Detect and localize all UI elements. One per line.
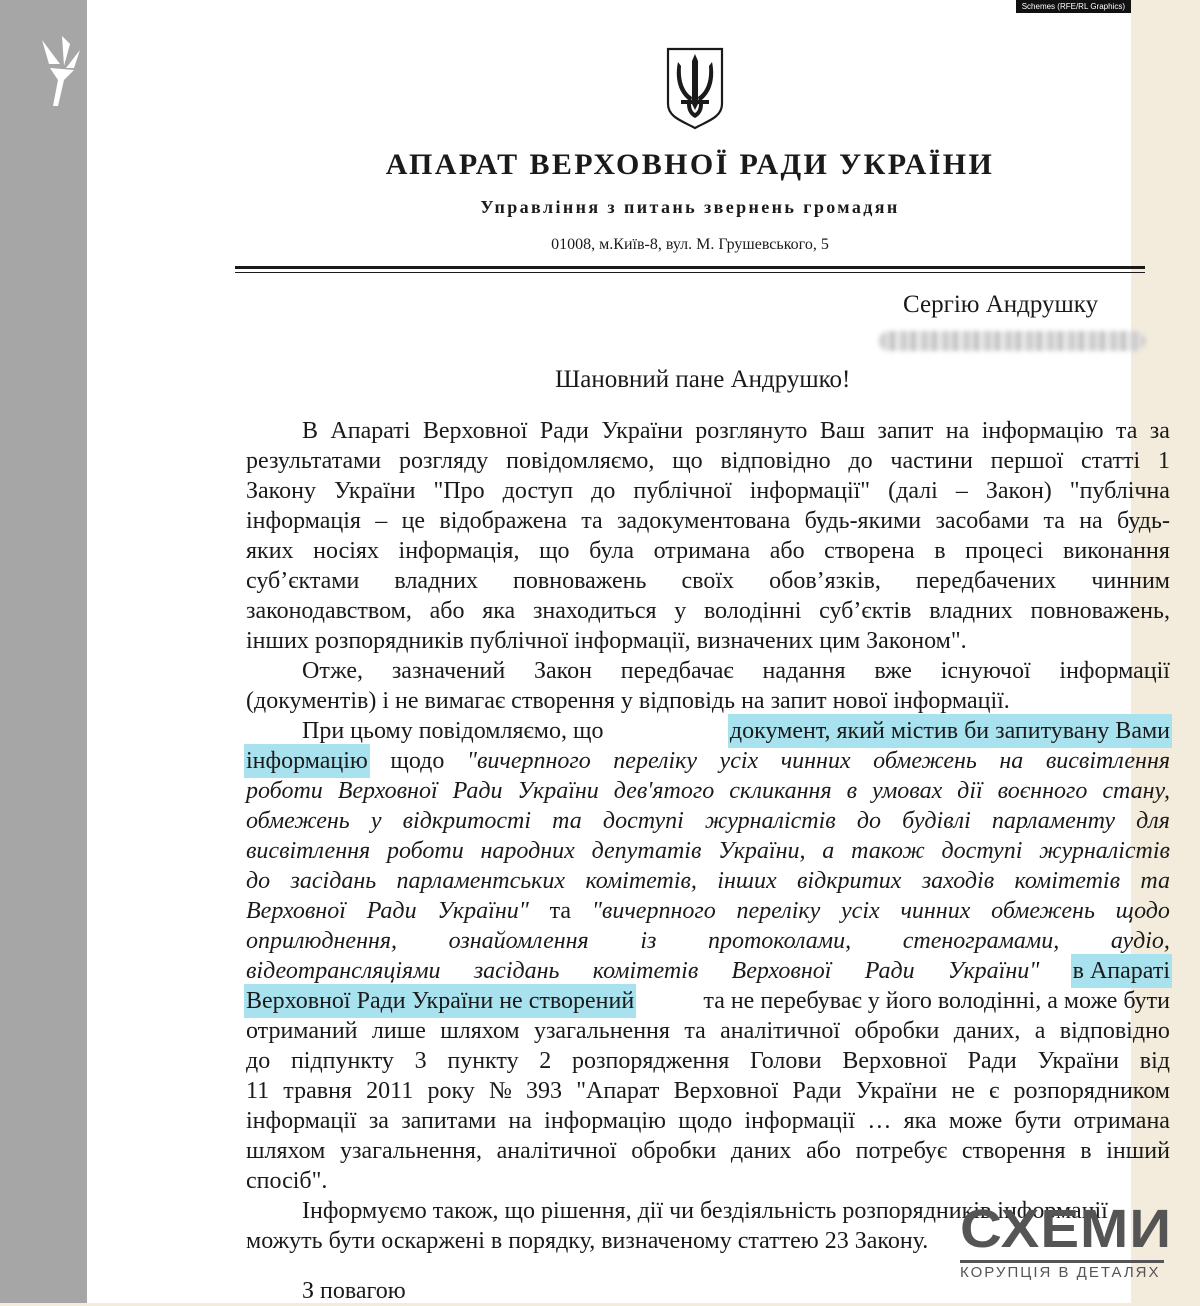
text-segment: роботи — [386, 838, 464, 864]
text-segment: за — [368, 1108, 389, 1134]
text-segment: в — [1080, 1138, 1092, 1164]
highlighted-text: документ, який містив би запитувану Вами — [729, 718, 1170, 744]
text-segment: розглянуто — [695, 418, 808, 444]
text-segment: суб’єктами — [246, 568, 360, 594]
text-line — [246, 476, 1170, 506]
organization-name: АПАРАТ ВЕРХОВНОЇ РАДИ УКРАЇНИ — [385, 148, 995, 181]
letter-paragraph — [246, 716, 1170, 1196]
text-segment: журналістів — [704, 808, 836, 834]
text-line — [246, 956, 1170, 986]
letter-paragraph — [246, 416, 1170, 656]
text-segment: процесі — [965, 538, 1044, 564]
text-segment: також — [851, 838, 925, 864]
text-segment: – — [955, 478, 968, 504]
text-segment: узагальнення, — [339, 1138, 482, 1164]
text-segment: ознайомлення — [448, 928, 589, 954]
text-segment: із — [640, 928, 657, 954]
text-segment: передбачає — [620, 658, 734, 684]
text-segment: спосіб". — [246, 1168, 328, 1194]
text-segment: узагальнення — [533, 1018, 670, 1044]
text-line — [246, 1046, 1170, 1076]
text-segment: висвітлення — [1045, 748, 1170, 774]
text-segment: Ради — [452, 778, 503, 804]
text-segment: результатами — [246, 448, 382, 474]
text-segment: яка — [903, 1108, 937, 1134]
text-segment: депутатів — [591, 838, 702, 864]
text-segment: аналітичної — [496, 1138, 617, 1164]
text-segment: Голови — [749, 1048, 822, 1074]
text-segment: засобами — [935, 508, 1030, 534]
text-segment: доступі — [941, 838, 1023, 864]
text-segment: заходів — [921, 868, 995, 894]
text-segment: або — [769, 538, 805, 564]
text-segment: у — [370, 808, 382, 834]
text-segment: можуть бути оскаржені в порядку, визначеному статтею 23 Закону. — [246, 1228, 929, 1254]
text-line — [246, 926, 1170, 956]
text-segment: усіх — [719, 748, 759, 774]
recipient-email-redacted — [879, 331, 1145, 351]
text-segment: обмежень — [246, 808, 350, 834]
text-segment: запитами — [401, 1108, 497, 1134]
text-segment: отримана — [653, 538, 751, 564]
text-segment: інформацію — [544, 1108, 666, 1134]
text-segment: відображена — [439, 508, 567, 534]
text-segment: а — [822, 838, 835, 864]
letterhead-rule — [235, 266, 1145, 269]
text-segment: частини — [890, 448, 973, 474]
text-segment: обмежень — [873, 748, 977, 774]
image-credit: Schemes (RFE/RL Graphics) — [1016, 0, 1131, 13]
text-segment: України — [855, 1078, 938, 1104]
text-segment: у — [674, 598, 687, 624]
text-segment: вже — [874, 658, 912, 684]
text-segment: даних — [730, 1138, 792, 1164]
text-segment: Верховної — [673, 1078, 779, 1104]
text-segment: створена — [824, 538, 915, 564]
highlighted-text: Верховної Ради України не створений — [246, 988, 635, 1014]
text-segment: України" — [947, 958, 1040, 984]
text-segment: усіх — [841, 898, 880, 924]
text-segment: засідань — [290, 868, 377, 894]
text-segment: до — [856, 808, 881, 834]
text-segment: яких — [246, 538, 294, 564]
text-segment: доступі — [602, 808, 684, 834]
text-segment: статті — [1081, 448, 1141, 474]
text-segment: оприлюднення, — [246, 928, 398, 954]
text-line — [246, 656, 1170, 686]
text-segment: комітетів, — [585, 868, 697, 894]
text-segment: Верховної — [422, 418, 528, 444]
text-segment: інформації" — [749, 478, 871, 504]
text-segment: Закон — [534, 658, 592, 684]
text-segment: до — [591, 478, 616, 504]
text-segment: володінні — [704, 598, 802, 624]
text-segment: публічної — [633, 478, 732, 504]
text-segment: шляхом — [440, 1018, 520, 1044]
trident-icon — [665, 46, 725, 135]
text-segment: та — [581, 508, 603, 534]
text-segment: Закону — [246, 478, 316, 504]
greeting: Шановний пане Андрушко! — [555, 366, 851, 393]
text-segment: В — [302, 418, 319, 444]
text-segment: в — [934, 538, 946, 564]
text-segment: владних — [394, 568, 478, 594]
text-segment: на — [999, 748, 1024, 774]
text-segment: першої — [990, 448, 1064, 474]
text-segment: щодо — [1115, 898, 1170, 924]
text-line — [246, 1166, 1170, 1196]
text-segment: Ради — [967, 1048, 1017, 1074]
text-segment: зазначений — [391, 658, 506, 684]
text-segment: існуючої — [940, 658, 1031, 684]
text-segment: до — [246, 1048, 271, 1074]
text-segment: та — [1140, 868, 1170, 894]
text-segment: та — [684, 1018, 706, 1044]
text-segment: шляхом — [246, 1138, 326, 1164]
text-segment: щодо — [678, 1108, 733, 1134]
text-segment: умовах — [871, 778, 943, 804]
text-segment: в — [846, 778, 857, 804]
text-segment: будь- — [1117, 508, 1170, 534]
text-segment: переліку — [613, 748, 698, 774]
text-segment: Верховної — [731, 958, 832, 984]
text-segment: комітетів — [1014, 868, 1120, 894]
text-line — [246, 596, 1170, 626]
text-segment: даних, — [953, 1018, 1021, 1044]
text-segment: повноважень, — [1030, 598, 1170, 624]
text-segment: повідомляємо, — [506, 448, 655, 474]
text-segment: "публічна — [1069, 478, 1170, 504]
text-segment: обмежень — [991, 898, 1095, 924]
text-segment: воєнного — [997, 778, 1088, 804]
text-segment: підпункту — [290, 1048, 394, 1074]
department-name: Управління з питань звернень громадян — [480, 197, 900, 217]
text-segment: травня — [283, 1078, 352, 1104]
schemy-logo — [960, 1199, 1173, 1287]
text-segment: до — [246, 868, 271, 894]
text-segment: року — [427, 1078, 475, 1104]
text-line — [246, 686, 1170, 716]
text-segment: обробки — [631, 1138, 717, 1164]
text-segment: Закон) — [985, 478, 1052, 504]
text-line — [246, 896, 1170, 926]
radio-svoboda-logo — [36, 34, 196, 108]
text-segment: потребує — [855, 1138, 948, 1164]
letter-page — [87, 0, 1170, 1304]
text-segment: відеотрансляціями — [246, 958, 441, 984]
text-segment: будь-якими — [804, 508, 922, 534]
text-segment: відповідно — [720, 448, 831, 474]
text-segment: інший — [1106, 1138, 1170, 1164]
text-segment: на — [1079, 508, 1103, 534]
text-segment: дев'ятого — [613, 778, 715, 804]
text-segment: виконання — [1063, 538, 1170, 564]
text-segment: та — [1115, 418, 1138, 444]
text-segment: 393 — [526, 1078, 563, 1104]
text-segment: що — [672, 448, 703, 474]
text-line — [246, 1136, 1170, 1166]
text-line — [246, 716, 1170, 746]
text-line — [246, 1076, 1170, 1106]
text-segment: відповідно — [1059, 1018, 1170, 1044]
text-segment: протоколами, — [707, 928, 852, 954]
text-segment: Ради — [366, 898, 417, 924]
text-segment: "вичерпного — [591, 898, 716, 924]
text-line — [246, 1016, 1170, 1046]
text-segment: Апараті — [330, 418, 411, 444]
schemy-wordmark: СХЕМИ — [960, 1199, 1173, 1260]
text-segment: на — [508, 1108, 532, 1134]
text-segment: 2011 — [366, 1078, 414, 1104]
text-segment: України" — [437, 898, 529, 924]
text-segment: висвітлення — [246, 838, 371, 864]
text-line — [246, 536, 1170, 566]
text-segment: яка — [482, 598, 516, 624]
text-segment: "Апарат — [576, 1078, 660, 1104]
text-segment: – — [375, 508, 388, 534]
text-segment: від — [1139, 1048, 1170, 1074]
text-line — [246, 806, 1170, 836]
text-line — [246, 866, 1170, 896]
text-segment: законодавством, — [246, 598, 412, 624]
text-segment: Ваш — [819, 418, 865, 444]
text-segment: доступ — [502, 478, 574, 504]
text-segment: інформації — [744, 1108, 856, 1134]
text-segment: розгляду — [398, 448, 489, 474]
text-segment: журналістів — [1039, 838, 1170, 864]
letterhead-rule-thin — [235, 272, 1145, 273]
text-segment: задокументована — [616, 508, 791, 534]
text-segment: а — [1034, 1018, 1046, 1044]
text-segment: або — [429, 598, 465, 624]
text-line — [246, 986, 1170, 1016]
text-segment: та не перебуває у його володінні, а може бути — [703, 988, 1170, 1014]
schemy-rule — [960, 1260, 1164, 1263]
text-segment: лише — [371, 1018, 426, 1044]
text-segment: суб’єктів — [819, 598, 912, 624]
text-segment: або — [806, 1138, 841, 1164]
text-segment: обробки — [854, 1018, 940, 1044]
text-segment: При цьому повідомляємо, що — [302, 718, 604, 744]
letter-paragraph — [246, 656, 1170, 716]
text-line — [246, 506, 1170, 536]
highlighted-text: інформацію — [246, 748, 368, 774]
text-segment: на — [945, 418, 970, 444]
text-segment: інформація — [246, 508, 361, 534]
text-segment: повноважень — [513, 568, 647, 594]
text-segment: чинним — [1091, 568, 1170, 594]
closing: З повагою — [302, 1278, 406, 1304]
text-segment: була — [589, 538, 635, 564]
text-segment: своїх — [681, 568, 735, 594]
text-segment: та — [1043, 508, 1065, 534]
text-segment: України — [601, 418, 683, 444]
text-segment: отриманий — [246, 1018, 358, 1044]
text-segment: України — [517, 778, 599, 804]
text-segment: обов’язків, — [769, 568, 881, 594]
text-segment: інших — [717, 868, 777, 894]
text-segment: 1 — [1157, 448, 1170, 474]
text-segment: відкритих — [797, 868, 902, 894]
text-segment: аналітичної — [720, 1018, 841, 1044]
text-segment: роботи — [246, 778, 323, 804]
text-segment: створення — [961, 1138, 1066, 1164]
text-segment: Інформуємо також, що рішення, дії чи бездіяльність розпорядників інформації — [302, 1198, 1108, 1224]
text-segment: бути — [1014, 1108, 1062, 1134]
text-segment: інших розпорядників публічної інформації, визначених цим Законом". — [246, 628, 967, 654]
text-segment: чинних — [780, 748, 851, 774]
text-segment: інформації — [1059, 658, 1170, 684]
text-segment: народних — [480, 838, 575, 864]
text-segment: стенограмами, — [902, 928, 1060, 954]
text-segment: 2 — [539, 1048, 552, 1074]
text-segment: переліку — [736, 898, 821, 924]
text-segment: скликання — [729, 778, 832, 804]
text-segment: 3 — [414, 1048, 427, 1074]
organization-address: 01008, м.Київ-8, вул. М. Грушевського, 5 — [551, 236, 829, 253]
radio-svoboda-line1: Радіо — [86, 52, 151, 76]
torch-icon — [36, 34, 84, 108]
text-segment: знаходиться — [532, 598, 657, 624]
text-line — [246, 626, 1170, 656]
text-line — [246, 416, 1170, 446]
text-segment: засідань — [473, 958, 560, 984]
radio-svoboda-line2: Свобода — [86, 78, 185, 102]
text-line — [246, 1106, 1170, 1136]
text-segment: владних — [929, 598, 1013, 624]
text-segment: Ради — [792, 1078, 842, 1104]
text-segment: відкритості — [402, 808, 532, 834]
text-segment: інформацію — [981, 418, 1104, 444]
text-segment: до — [848, 448, 873, 474]
text-segment: Верховної — [337, 778, 438, 804]
text-segment: розпорядником — [1013, 1078, 1170, 1104]
text-segment: № — [488, 1078, 512, 1104]
left-margin-band — [0, 0, 87, 1303]
text-segment: "Про — [433, 478, 485, 504]
text-segment: (далі — [888, 478, 938, 504]
text-segment: Ради — [864, 958, 915, 984]
text-segment: Отже, — [302, 658, 364, 684]
text-segment: дії — [957, 778, 983, 804]
recipient-name: Сергію Андрушку — [903, 291, 1099, 318]
text-segment: Верховної — [842, 1048, 947, 1074]
text-segment: України, — [718, 838, 806, 864]
text-segment: будівлі — [902, 808, 971, 834]
text-segment: Верховної — [246, 898, 346, 924]
text-segment: України — [1037, 1048, 1120, 1074]
text-segment: пункту — [447, 1048, 519, 1074]
text-segment: Ради — [539, 418, 589, 444]
text-segment: парламентських — [396, 868, 566, 894]
text-segment: аудіо, — [1110, 928, 1170, 954]
text-segment: отримана — [1073, 1108, 1170, 1134]
schemy-tagline: КОРУПЦІЯ В ДЕТАЛЯХ — [960, 1264, 1161, 1281]
text-segment: та — [552, 808, 582, 834]
highlighted-text: в Апараті — [1072, 958, 1170, 984]
text-segment: є — [989, 1078, 1000, 1104]
text-segment: щодо — [390, 748, 445, 774]
text-segment: (документів) і не вимагає створення у відповідь на запит нової інформації. — [246, 688, 1010, 714]
text-segment: це — [401, 508, 426, 534]
text-segment: не — [951, 1078, 975, 1104]
text-segment: передбачених — [915, 568, 1057, 594]
text-segment: 11 — [246, 1078, 270, 1104]
text-segment: може — [948, 1108, 1003, 1134]
text-segment: запит — [877, 418, 934, 444]
text-segment: що — [539, 538, 570, 564]
text-segment: чинних — [900, 898, 971, 924]
text-line — [246, 566, 1170, 596]
text-segment: носіях — [313, 538, 379, 564]
text-segment: для — [1136, 808, 1170, 834]
text-segment: комітетів — [592, 958, 699, 984]
text-line — [246, 836, 1170, 866]
text-segment: парламенту — [991, 808, 1116, 834]
text-segment: "вичерпного — [466, 748, 591, 774]
text-segment: стану, — [1102, 778, 1170, 804]
text-segment: інформації — [246, 1108, 357, 1134]
text-line — [246, 446, 1170, 476]
text-segment: розпорядження — [572, 1048, 730, 1074]
text-segment: … — [867, 1108, 892, 1134]
text-segment: інформація, — [398, 538, 520, 564]
text-segment: надання — [762, 658, 846, 684]
text-line — [246, 776, 1170, 806]
text-segment: України — [333, 478, 416, 504]
text-segment: та — [549, 898, 572, 924]
text-line — [246, 746, 1170, 776]
text-segment: за — [1149, 418, 1170, 444]
